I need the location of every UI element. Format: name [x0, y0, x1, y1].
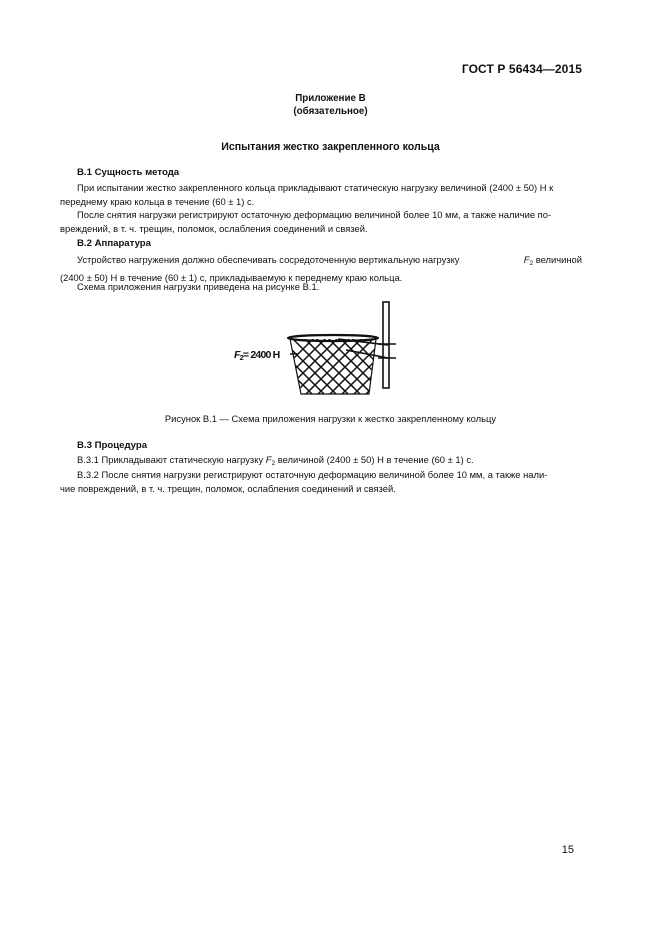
standard-number: ГОСТ Р 56434—2015	[461, 62, 582, 76]
appendix-title: Приложение В	[295, 93, 366, 104]
page-number: 15	[561, 844, 574, 856]
paragraph-b2-2: Схема приложения нагрузки приведена на рисунке В.1.	[77, 281, 320, 292]
heading-b2: В.2 Аппаратура	[77, 238, 151, 249]
paragraph-b1-2	[60, 208, 582, 236]
line	[77, 253, 582, 271]
symbol: $F_2$ величиной	[523, 254, 582, 267]
paragraph-b3-1: В.3.1 Прикладывают статическую нагрузку $F_2$ величиной (2400 ± 50) Н в течение (60 ± 1) с.	[77, 454, 474, 467]
figure-caption: Рисунок В.1 — Схема приложения нагрузки к жестко закрепленному кольцу	[164, 413, 497, 424]
line: В.3.2 После снятия нагрузки регистрируют остаточную деформацию величиной более 10 мм, а также нали-	[77, 469, 548, 480]
line: При испытании жестко закрепленного кольца прикладывают статическую нагрузку величиной (2400 ± 50) Н к	[77, 182, 554, 193]
basketball-ring-figure	[228, 298, 408, 398]
line: После снятия нагрузки регистрируют остаточную деформацию величиной более 10 мм, а также наличие по-	[77, 209, 552, 220]
line: переднему краю кольца в течение (60 ± 1) с.	[60, 195, 255, 207]
text: Устройство нагружения должно обеспечивать сосредоточенную вертикальную нагрузку	[77, 254, 460, 265]
appendix-note: (обязательное)	[293, 106, 368, 117]
line: (2400 ± 50) Н в течение (60 ± 1) с, прикладываемую к переднему краю кольца.	[60, 271, 403, 283]
line: чие повреждений, в т. ч. трещин, поломок, ослабления соединений и связей.	[60, 482, 396, 494]
force-label: $F_2= 2400$ Н	[234, 349, 280, 362]
appendix-header	[0, 92, 661, 118]
paragraph-b3-2	[60, 468, 582, 496]
heading-b3: В.3 Процедура	[77, 440, 148, 451]
section-title: Испытания жестко закрепленного кольца	[221, 141, 440, 153]
paragraph-b1-1	[60, 181, 582, 209]
ring	[288, 335, 378, 341]
heading-b1: В.1 Сущность метода	[77, 167, 180, 178]
line: вреждений, в т. ч. трещин, поломок, ослабления соединений и связей.	[60, 222, 368, 234]
